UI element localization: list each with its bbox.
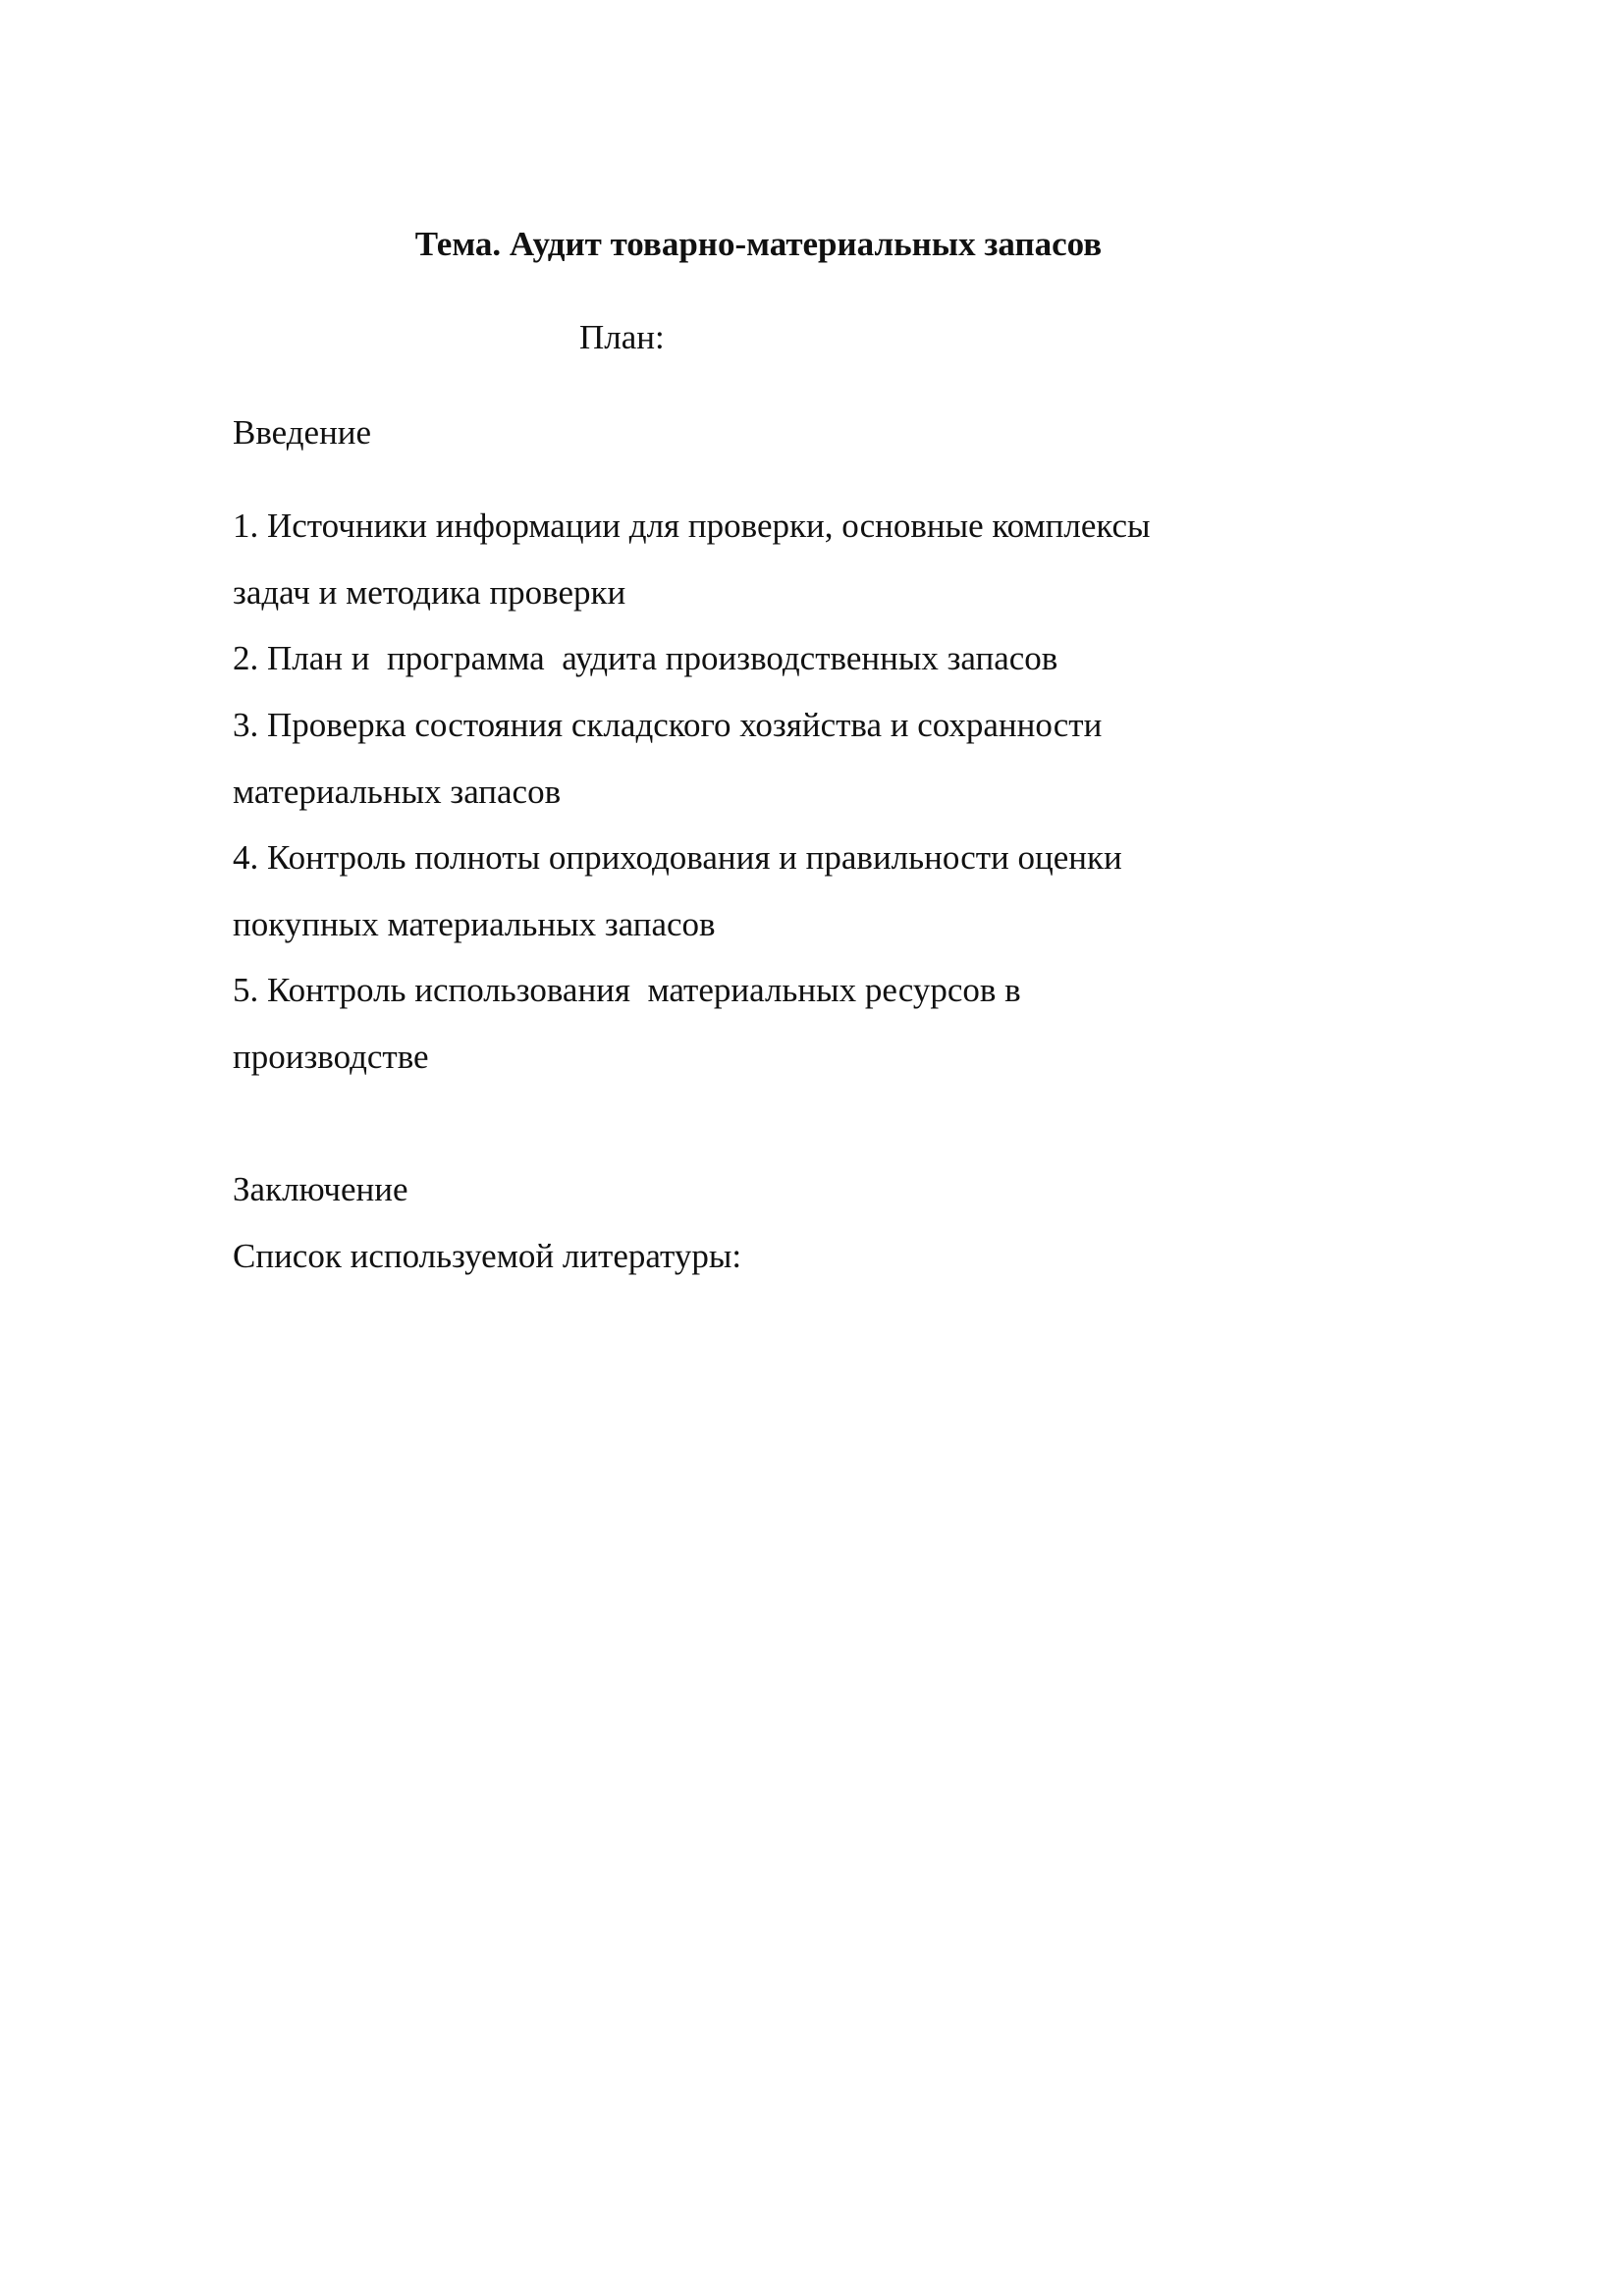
plan-item-3-line-2: материальных запасов	[233, 773, 562, 811]
conclusion-heading: Заключение	[233, 1170, 408, 1208]
plan-item-5-line-1: 5. Контроль использования материальных ресурсов в	[233, 971, 1021, 1009]
intro-heading: Введение	[233, 413, 372, 452]
plan-item-5-line-2: производстве	[233, 1038, 429, 1076]
references-heading: Список используемой литературы:	[233, 1237, 742, 1275]
plan-item-2-line-1: 2. План и программа аудита производственных запасов	[233, 639, 1058, 677]
plan-item-3-line-1: 3. Проверка состояния складского хозяйства и сохранности	[233, 706, 1103, 744]
plan-heading: План:	[579, 318, 665, 356]
document-title: Тема. Аудит товарно-материальных запасов	[414, 225, 1103, 263]
plan-item-1-line-2: задач и методика проверки	[233, 573, 626, 612]
plan-item-4-line-1: 4. Контроль полноты оприходования и правильности оценки	[233, 838, 1122, 877]
plan-item-4-line-2: покупных материальных запасов	[233, 905, 716, 943]
plan-item-1-line-1: 1. Источники информации для проверки, основные комплексы	[233, 507, 1151, 545]
